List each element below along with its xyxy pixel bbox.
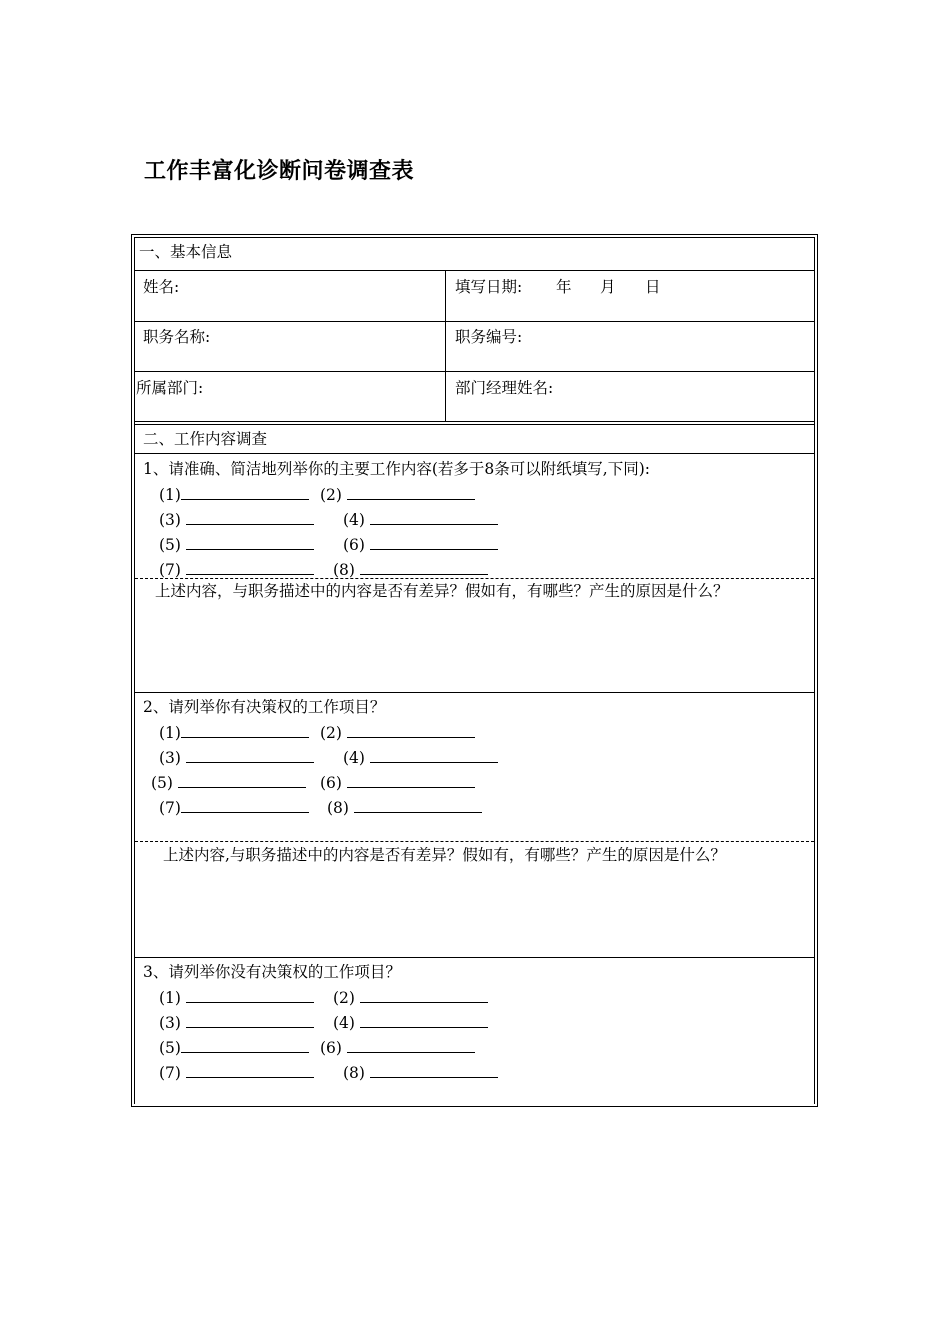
item-number: (7) xyxy=(159,799,181,817)
item-number: (7) xyxy=(159,1064,181,1082)
answer-blank[interactable] xyxy=(181,722,309,738)
q2-item-6 xyxy=(320,772,475,793)
item-number: (6) xyxy=(343,536,365,554)
name-label: 姓名: xyxy=(143,278,180,296)
item-number: (1) xyxy=(159,989,181,1007)
q2-item-5 xyxy=(151,772,306,793)
column-divider xyxy=(445,271,446,421)
answer-blank[interactable] xyxy=(186,1062,314,1078)
section2-heading: 二、工作内容调查 xyxy=(143,430,268,448)
q2-item-8 xyxy=(327,797,482,818)
q2-followup: 上述内容,与职务描述中的内容是否有差异？假如有，有哪些？产生的原因是什么？ xyxy=(163,846,726,864)
q2-prompt: 2、请列举你有决策权的工作项目？ xyxy=(143,698,386,716)
row-divider xyxy=(135,321,814,322)
answer-blank[interactable] xyxy=(347,1037,475,1053)
dept-manager-label: 部门经理姓名: xyxy=(455,379,554,397)
q3-item-8 xyxy=(343,1062,498,1083)
row-divider xyxy=(135,424,814,425)
answer-blank[interactable] xyxy=(370,534,498,550)
item-number: (4) xyxy=(343,749,365,767)
q2-item-4 xyxy=(343,747,498,768)
answer-blank[interactable] xyxy=(186,559,314,575)
item-number: (7) xyxy=(159,561,181,579)
row-divider xyxy=(135,371,814,372)
q1-item-8 xyxy=(333,559,488,580)
item-number: (1) xyxy=(159,724,181,742)
date-label: 填写日期: xyxy=(455,278,523,296)
q1-item-7 xyxy=(159,559,314,580)
date-day: 日 xyxy=(645,278,661,296)
dashed-divider xyxy=(135,841,814,842)
q3-item-2 xyxy=(333,987,488,1008)
item-number: (2) xyxy=(333,989,355,1007)
date-month: 月 xyxy=(600,278,616,296)
item-number: (4) xyxy=(343,511,365,529)
section1-heading: 一、基本信息 xyxy=(139,243,233,261)
q2-item-7 xyxy=(159,797,309,818)
q1-item-6 xyxy=(343,534,498,555)
item-number: (5) xyxy=(151,774,173,792)
answer-blank[interactable] xyxy=(186,509,314,525)
row-divider xyxy=(135,692,814,693)
row-divider xyxy=(135,453,814,454)
q3-item-5 xyxy=(159,1037,309,1058)
item-number: (3) xyxy=(159,511,181,529)
answer-blank[interactable] xyxy=(347,722,475,738)
q1-item-1 xyxy=(159,484,309,505)
answer-blank[interactable] xyxy=(178,772,306,788)
page-title: 工作丰富化诊断问卷调查表 xyxy=(144,159,415,184)
q1-item-2 xyxy=(320,484,475,505)
date-year: 年 xyxy=(556,278,572,296)
item-number: (3) xyxy=(159,749,181,767)
q3-item-1 xyxy=(159,987,314,1008)
q3-item-7 xyxy=(159,1062,314,1083)
q3-item-4 xyxy=(333,1012,488,1033)
item-number: (1) xyxy=(159,486,181,504)
answer-blank[interactable] xyxy=(370,509,498,525)
row-divider xyxy=(135,270,814,271)
questionnaire-form xyxy=(131,234,818,1107)
row-divider xyxy=(135,421,814,422)
q2-item-2 xyxy=(320,722,475,743)
q3-item-3 xyxy=(159,1012,314,1033)
item-number: (3) xyxy=(159,1014,181,1032)
q1-prompt: 1、请准确、简洁地列举你的主要工作内容(若多于8条可以附纸填写,下同): xyxy=(143,460,650,478)
answer-blank[interactable] xyxy=(360,987,488,1003)
position-name-label: 职务名称: xyxy=(143,328,211,346)
answer-blank[interactable] xyxy=(360,559,488,575)
answer-blank[interactable] xyxy=(186,987,314,1003)
answer-blank[interactable] xyxy=(370,1062,498,1078)
answer-blank[interactable] xyxy=(186,534,314,550)
item-number: (6) xyxy=(320,774,342,792)
item-number: (8) xyxy=(333,561,355,579)
department-label: 所属部门: xyxy=(136,379,204,397)
answer-blank[interactable] xyxy=(347,772,475,788)
item-number: (4) xyxy=(333,1014,355,1032)
item-number: (2) xyxy=(320,724,342,742)
answer-blank[interactable] xyxy=(186,1012,314,1028)
q3-prompt: 3、请列举你没有决策权的工作项目？ xyxy=(143,963,401,981)
answer-blank[interactable] xyxy=(354,797,482,813)
q1-item-3 xyxy=(159,509,314,530)
item-number: (2) xyxy=(320,486,342,504)
answer-blank[interactable] xyxy=(181,1037,309,1053)
answer-blank[interactable] xyxy=(181,484,309,500)
item-number: (6) xyxy=(320,1039,342,1057)
row-divider xyxy=(135,957,814,958)
item-number: (5) xyxy=(159,536,181,554)
q1-followup: 上述内容，与职务描述中的内容是否有差异？假如有，有哪些？产生的原因是什么？ xyxy=(155,582,729,600)
item-number: (5) xyxy=(159,1039,181,1057)
q2-item-3 xyxy=(159,747,314,768)
answer-blank[interactable] xyxy=(347,484,475,500)
item-number: (8) xyxy=(343,1064,365,1082)
position-number-label: 职务编号: xyxy=(455,328,523,346)
answer-blank[interactable] xyxy=(186,747,314,763)
item-number: (8) xyxy=(327,799,349,817)
q3-item-6 xyxy=(320,1037,475,1058)
q1-item-4 xyxy=(343,509,498,530)
answer-blank[interactable] xyxy=(181,797,309,813)
form-inner-frame xyxy=(134,237,815,1104)
answer-blank[interactable] xyxy=(370,747,498,763)
answer-blank[interactable] xyxy=(360,1012,488,1028)
q1-item-5 xyxy=(159,534,314,555)
q2-item-1 xyxy=(159,722,309,743)
